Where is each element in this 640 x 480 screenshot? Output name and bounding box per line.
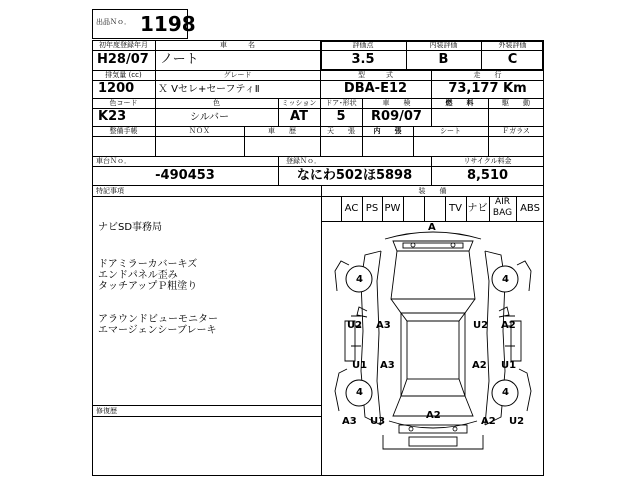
damage-code: A2 <box>501 320 516 331</box>
displacement-label: 排気量 (cc) <box>105 71 142 79</box>
equipment-label: 装 備 <box>418 187 447 195</box>
lot-number: 1198 <box>140 12 196 36</box>
car-name-value: ノート <box>160 52 199 67</box>
equip-ps: PS <box>365 203 379 214</box>
equip-tv: TV <box>449 203 462 214</box>
lot-number-label: 出品Ｎｏ． <box>96 18 131 26</box>
first-registration-value: H28/07 <box>97 52 149 67</box>
damage-code: 4 <box>356 387 363 398</box>
maintenance-book-label: 整備手帳 <box>109 127 138 135</box>
damage-code: A3 <box>376 320 391 331</box>
score-label: 評価点 <box>352 41 374 49</box>
seat-label: シート <box>440 127 461 135</box>
damage-code: 4 <box>356 274 363 285</box>
displacement-value: 1200 <box>98 81 135 96</box>
registration-number-label: 登録Ｎｏ． <box>286 157 321 165</box>
car-damage-diagram <box>321 221 544 476</box>
damage-code: A <box>428 222 436 233</box>
color-code-value: K23 <box>98 109 127 124</box>
equip-air: AIR <box>494 197 511 207</box>
remark-line: ナビSD事務局 <box>98 222 163 233</box>
remark-line: エマージェンシーブレーキ <box>98 325 217 336</box>
nox-label: ＮＯＸ <box>189 127 210 135</box>
mileage-value: 73,177 Km <box>448 81 527 96</box>
model-code-value: DBA-E12 <box>343 81 408 96</box>
color-label: 色 <box>213 99 220 107</box>
car-hood <box>391 251 475 299</box>
front-glass-label: Ｆガラス <box>502 127 530 135</box>
equip-pw: PW <box>384 203 401 214</box>
equip-bag: BAG <box>492 208 513 218</box>
remark-line: アラウンドビューモニター <box>98 314 218 325</box>
damage-code: A2 <box>426 410 441 421</box>
transmission-value: AT <box>290 109 308 124</box>
model-code-label: 型 式 <box>358 71 393 79</box>
damage-code: U3 <box>370 416 386 427</box>
mileage-label: 走 行 <box>473 71 502 79</box>
exterior-grade-label: 外装評価 <box>498 41 527 49</box>
interior-trim-label: 内 張 <box>373 127 402 135</box>
damage-code: U2 <box>347 320 363 331</box>
first-registration-label: 初年度登録年月 <box>99 41 148 49</box>
damage-code: 4 <box>502 387 509 398</box>
equip-abs: ABS <box>520 203 540 214</box>
car-roof <box>407 321 459 379</box>
inspection-label: 車 検 <box>382 99 411 107</box>
car-history-label: 車 歴 <box>268 127 296 135</box>
remarks-label: 特記事項 <box>96 187 124 195</box>
damage-code: 4 <box>502 274 509 285</box>
remark-line: エンドパネル歪み <box>98 270 178 281</box>
damage-code: U2 <box>509 416 525 427</box>
damage-code: U1 <box>501 360 517 371</box>
doors-value: 5 <box>336 109 346 124</box>
fuel-label: 燃 料 <box>445 99 474 107</box>
equip-ac: AC <box>344 203 359 214</box>
exterior-grade-value: C <box>507 52 518 67</box>
transmission-label: ミッション <box>281 99 317 107</box>
interior-grade-value: B <box>438 52 449 67</box>
damage-code: U2 <box>473 320 489 331</box>
recycle-fee-label: リサイクル料金 <box>463 157 512 165</box>
score-value: 3.5 <box>351 52 375 67</box>
damage-code: A2 <box>481 416 496 427</box>
grade-value: Ｘ Vセレ+セーフティⅡ <box>158 84 260 95</box>
inspection-value: R09/07 <box>371 109 422 124</box>
color-value: シルバー <box>190 112 230 123</box>
headliner-label: 天 張 <box>327 127 355 135</box>
chassis-number-label: 車台Ｎｏ． <box>96 157 131 165</box>
doors-label: ドア･形状 <box>325 99 357 107</box>
car-name-label: 車 名 <box>220 41 255 49</box>
damage-code: U1 <box>352 360 368 371</box>
damage-code: A3 <box>342 416 357 427</box>
remark-line: ドアミラーカバーキズ <box>98 259 198 270</box>
color-code-label: 色コード <box>109 99 138 107</box>
drive-label: 駆 動 <box>502 99 530 107</box>
repair-history-label: 修復歴 <box>96 407 117 415</box>
car-rear-bumper <box>389 421 477 428</box>
car-rear-window <box>401 379 465 396</box>
interior-grade-label: 内装評価 <box>429 41 458 49</box>
chassis-number-value: -490453 <box>155 168 215 183</box>
equip-navi: ナビ <box>467 203 488 214</box>
car-windshield <box>401 313 465 321</box>
remark-line: タッチアップＰ粗塗り <box>98 281 198 292</box>
registration-number-value: なにわ502ほ5898 <box>296 168 413 183</box>
car-front-grille <box>393 241 473 251</box>
damage-code: A2 <box>472 360 487 371</box>
recycle-fee-value: 8,510 <box>466 168 509 183</box>
damage-code: A3 <box>380 360 395 371</box>
grade-label: グレード <box>223 71 252 79</box>
